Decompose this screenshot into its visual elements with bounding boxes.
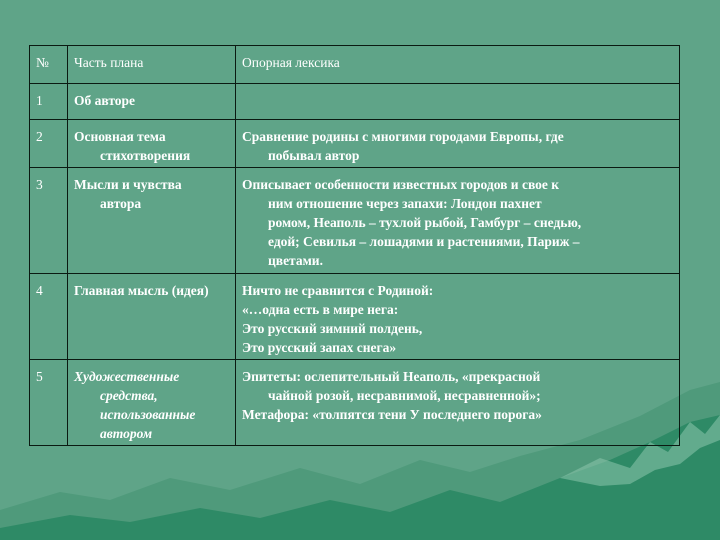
- header-number: №: [30, 46, 68, 84]
- table-row: [30, 360, 680, 446]
- part-line: Художественные: [74, 369, 180, 384]
- part-line: использованные: [100, 407, 196, 422]
- row-lexis-empty: [236, 84, 680, 120]
- part-line: Основная тема: [74, 129, 166, 144]
- row-number: 5: [30, 360, 68, 446]
- part-line: Об авторе: [74, 93, 136, 108]
- row-number: 2: [30, 120, 68, 168]
- row-lexis: [236, 360, 680, 446]
- lexis-line: ромом, Неаполь – тухлой рыбой, Гамбург – снедью,: [268, 215, 582, 230]
- row-plan-part: [68, 84, 236, 120]
- lexis-line: Эпитеты: ослепительный Неаполь, «прекрасной: [242, 369, 541, 384]
- table-row: [30, 168, 680, 274]
- part-line: стихотворения: [100, 148, 191, 163]
- row-plan-part: [68, 360, 236, 446]
- table-row: [30, 120, 680, 168]
- lexis-line: «…одна есть в мире нега:: [242, 302, 399, 317]
- lexis-line: побывал автор: [268, 148, 360, 163]
- row-lexis: [236, 274, 680, 360]
- lexis-line: Описывает особенности известных городов и свое к: [242, 177, 560, 192]
- part-line: средства,: [100, 388, 158, 403]
- lexis-line: чайной розой, несравнимой, несравненной»;: [268, 388, 541, 403]
- table-row: [30, 274, 680, 360]
- lexis-line: Это русский зимний полдень,: [242, 321, 423, 336]
- lexis-line: Метафора: «толпятся тени У последнего порога»: [242, 407, 542, 422]
- row-lexis: [236, 168, 680, 274]
- lexis-line: цветами.: [268, 253, 323, 268]
- lexis-line: Сравнение родины с многими городами Европы, где: [242, 129, 564, 144]
- row-number: 4: [30, 274, 68, 360]
- lexis-line: Ничто не сравнится с Родиной:: [242, 283, 434, 298]
- row-plan-part: [68, 168, 236, 274]
- row-number: 1: [30, 84, 68, 120]
- plan-table: [29, 45, 680, 446]
- part-line: автором: [100, 426, 153, 441]
- row-plan-part: [68, 120, 236, 168]
- row-plan-part: [68, 274, 236, 360]
- lexis-line: Это русский запах снега»: [242, 340, 397, 355]
- part-line: Мысли и чувства: [74, 177, 182, 192]
- lexis-line: едой; Севилья – лошадями и растениями, Париж –: [268, 234, 580, 249]
- table-header-row: [30, 46, 680, 84]
- header-reference-lexis: Опорная лексика: [236, 46, 680, 84]
- lexis-line: ним отношение через запахи: Лондон пахнет: [268, 196, 542, 211]
- table-row: [30, 84, 680, 120]
- row-lexis: [236, 120, 680, 168]
- row-number: 3: [30, 168, 68, 274]
- part-line: Главная мысль (идея): [74, 283, 209, 298]
- header-plan-part: Часть плана: [68, 46, 236, 84]
- part-line: автора: [100, 196, 142, 211]
